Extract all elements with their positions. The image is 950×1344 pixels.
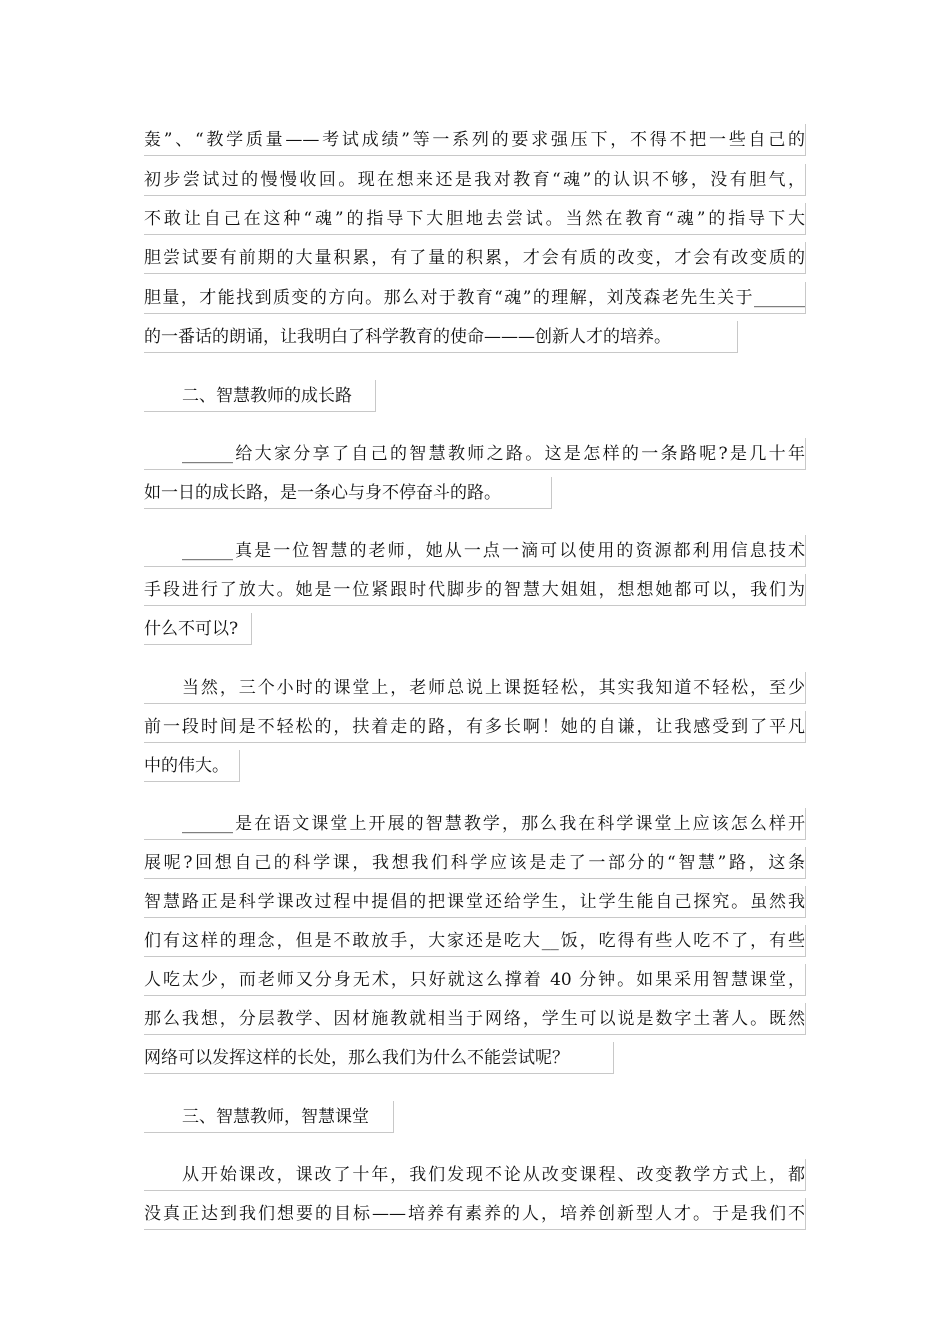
paragraph-line: 人吃太少，而老师又分身无术，只好就这么撑着 40 分钟。如果采用智慧课堂， (144, 964, 806, 996)
paragraph-line: 初步尝试过的慢慢收回。现在想来还是我对教育“魂”的认识不够，没有胆气， (144, 164, 806, 196)
paragraph-line: 中的伟大。 (144, 750, 240, 782)
paragraph-line: 轰”、“教学质量——考试成绩”等一系列的要求强压下，不得不把一些自己的 (144, 124, 806, 156)
paragraph-line: 胆尝试要有前期的大量积累，有了量的积累，才会有质的改变，才会有改变质的 (144, 242, 806, 274)
paragraph-line: 智慧路正是科学课改过程中提倡的把课堂还给学生，让学生能自己探究。虽然我 (144, 886, 806, 918)
paragraph-line: 那么我想，分层教学、因材施教就相当于网络，学生可以说是数字土著人。既然 (144, 1003, 806, 1035)
paragraph-line: 胆量，才能找到质变的方向。那么对于教育“魂”的理解，刘茂森老先生关于______ (144, 282, 806, 314)
paragraph-line: 从开始课改，课改了十年，我们发现不论从改变课程、改变教学方式上，都 (144, 1159, 806, 1191)
paragraph-line: 展呢?回想自己的科学课，我想我们科学应该是走了一部分的“智慧”路，这条 (144, 847, 806, 879)
paragraph-line: 前一段时间是不轻松的，扶着走的路，有多长啊！她的自谦，让我感受到了平凡 (144, 711, 806, 743)
paragraph-line: ______真是一位智慧的老师，她从一点一滴可以使用的资源都利用信息技术 (144, 535, 806, 567)
paragraph-line: 没真正达到我们想要的目标——培养有素养的人，培养创新型人才。于是我们不 (144, 1198, 806, 1230)
paragraph-line: 的一番话的朗诵，让我明白了科学教育的使命———创新人才的培养。 (144, 321, 738, 353)
paragraph-line: 手段进行了放大。她是一位紧跟时代脚步的智慧大姐姐，想想她都可以，我们为 (144, 574, 806, 606)
paragraph-line: ______是在语文课堂上开展的智慧教学，那么我在科学课堂上应该怎么样开 (144, 808, 806, 840)
paragraph-line: 如一日的成长路，是一条心与身不停奋斗的路。 (144, 477, 552, 509)
paragraph-line: 当然，三个小时的课堂上，老师总说上课挺轻松，其实我知道不轻松，至少 (144, 672, 806, 704)
paragraph-line: 不敢让自己在这种“魂”的指导下大胆地去尝试。当然在教育“魂”的指导下大 (144, 203, 806, 235)
section-heading: 二、智慧教师的成长路 (144, 380, 376, 412)
paragraph-line: ______给大家分享了自己的智慧教师之路。这是怎样的一条路呢?是几十年 (144, 438, 806, 470)
paragraph-line: 们有这样的理念，但是不敢放手，大家还是吃大__饭，吃得有些人吃不了，有些 (144, 925, 806, 957)
paragraph-line: 网络可以发挥这样的长处，那么我们为什么不能尝试呢？ (144, 1042, 614, 1074)
section-heading: 三、智慧教师，智慧课堂 (144, 1101, 394, 1133)
paragraph-line: 什么不可以? (144, 613, 252, 645)
